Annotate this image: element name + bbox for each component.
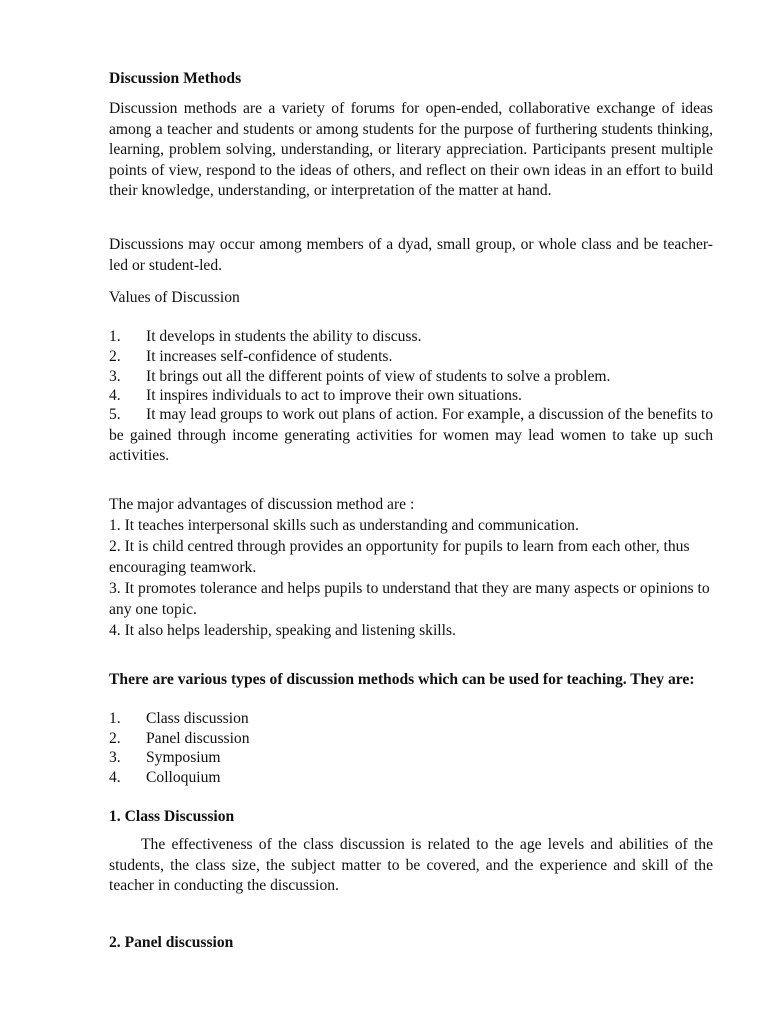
values-item-text: It brings out all the different points of view of students to solve a problem. xyxy=(146,368,611,385)
values-item-number: 5. xyxy=(109,406,121,423)
types-item-1 xyxy=(109,709,249,730)
values-item-number: 1. xyxy=(109,328,121,345)
values-heading: Values of Discussion xyxy=(109,289,240,306)
advantage-item-4: 4. It also helps leadership, speaking and listening skills. xyxy=(109,622,456,639)
values-item-number: 3. xyxy=(109,368,121,385)
advantage-item-1: 1. It teaches interpersonal skills such as understanding and communication. xyxy=(109,517,579,534)
section-1-heading: 1. Class Discussion xyxy=(109,808,235,825)
types-item-text: Class discussion xyxy=(146,710,249,727)
advantage-item-2: 2. It is child centred through provides an opportunity for pupils to learn from each other, thus encouraging teamwork. xyxy=(109,538,690,576)
types-item-3 xyxy=(109,748,221,769)
values-item-text: It develops in students the ability to discuss. xyxy=(146,328,422,345)
advantages-heading: The major advantages of discussion method are : xyxy=(109,496,415,513)
types-item-text: Colloquium xyxy=(146,769,221,786)
values-item-text: It inspires individuals to act to improve their own situations. xyxy=(146,387,522,404)
section-1-paragraph: The effectiveness of the class discussion is related to the age levels and abilities of the students, the class size, the subject matter to be covered, and the experience and skill of the teacher in conducting the discussion. xyxy=(109,836,713,895)
values-item-5 xyxy=(109,405,713,467)
values-item-3 xyxy=(109,367,610,388)
section-2-heading: 2. Panel discussion xyxy=(109,934,234,951)
types-item-text: Symposium xyxy=(146,749,221,766)
types-item-number: 4. xyxy=(109,769,121,786)
values-item-number: 2. xyxy=(109,348,121,365)
types-heading: There are various types of discussion methods which can be used for teaching. They are: xyxy=(109,671,695,688)
types-item-number: 3. xyxy=(109,749,121,766)
advantage-item-3: 3. It promotes tolerance and helps pupils to understand that they are many aspects or opinions to any one topic. xyxy=(109,580,710,618)
types-item-2 xyxy=(109,729,250,750)
values-item-text: It may lead groups to work out plans of action. For example, a discussion of the benefits to be gained through income generating activities for women may lead women to take up such activities. xyxy=(109,406,713,465)
values-item-4 xyxy=(109,386,522,407)
document-title: Discussion Methods xyxy=(109,70,242,87)
types-item-4 xyxy=(109,768,221,789)
types-item-number: 2. xyxy=(109,730,121,747)
dyad-paragraph: Discussions may occur among members of a dyad, small group, or whole class and be teacher-led or student-led. xyxy=(109,236,713,274)
values-item-1 xyxy=(109,327,421,348)
values-item-number: 4. xyxy=(109,387,121,404)
values-item-2 xyxy=(109,347,392,368)
types-item-text: Panel discussion xyxy=(146,730,250,747)
values-item-text: It increases self-confidence of students. xyxy=(146,348,393,365)
types-item-number: 1. xyxy=(109,710,121,727)
intro-paragraph: Discussion methods are a variety of forums for open-ended, collaborative exchange of ideas among a teacher and students or among students for the purpose of furthering students thinking, learning, problem solving, understanding, or literary appreciation. Participants present multiple points of view, respond to the ideas of others, and reflect on their own ideas in an effort to build their knowledge, understanding, or interpretation of the matter at hand. xyxy=(109,100,713,200)
